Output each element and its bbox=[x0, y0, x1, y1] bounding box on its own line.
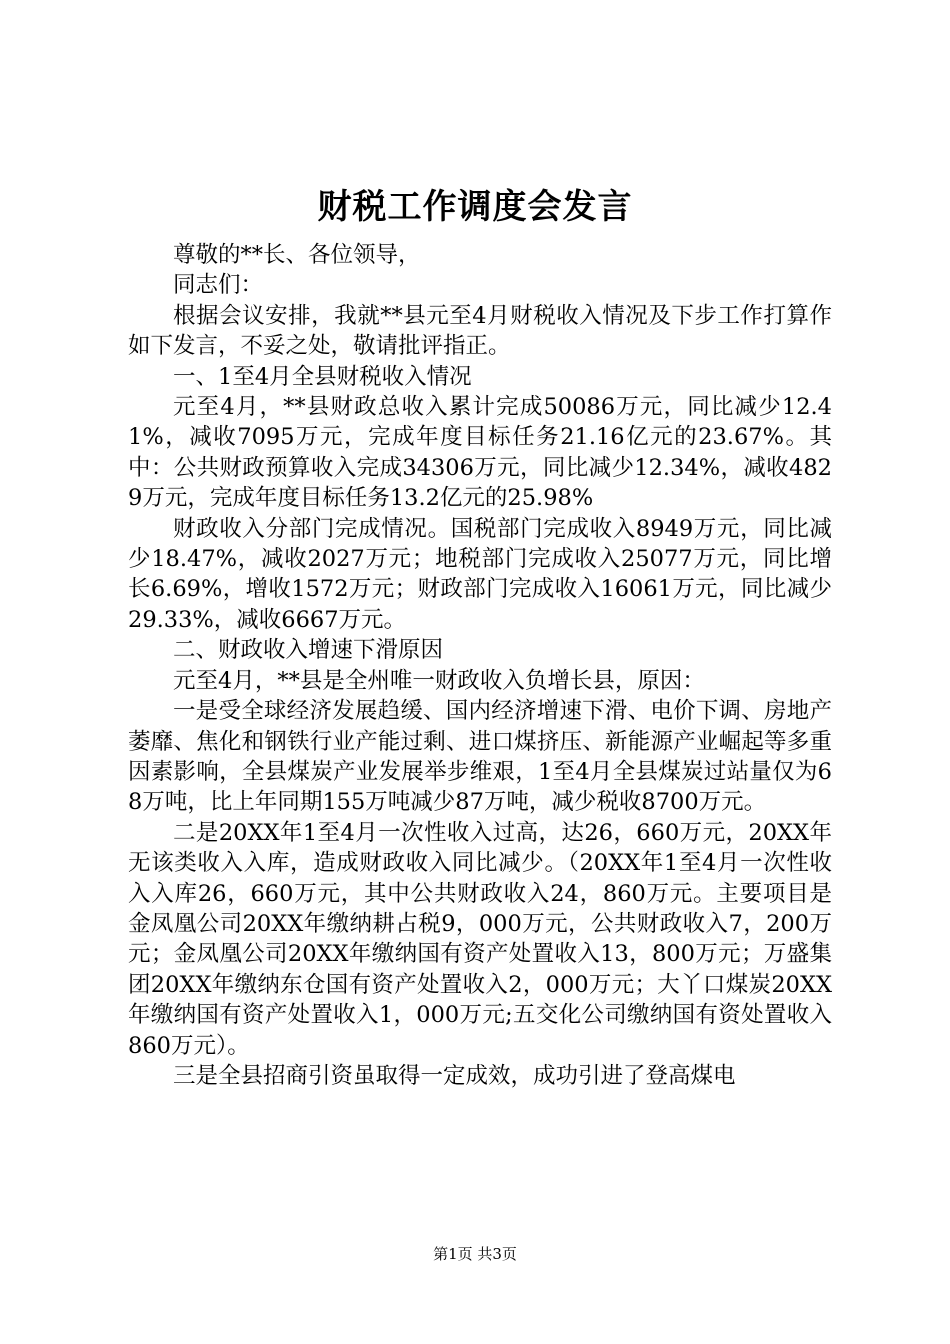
salutation-paragraph: 尊敬的**长、各位领导， bbox=[173, 242, 421, 268]
salutation-paragraph: 同志们： bbox=[173, 272, 264, 299]
intro-paragraph: 根据会议安排，我就**县元至4月财税收入情况及下步工作打算作如下发言，不妥之处，敬请批评指正。 bbox=[128, 302, 832, 360]
document-body bbox=[128, 240, 832, 1091]
body-paragraph: 二是20XX年1至4月一次性收入过高，达26，660万元，20XX年无该类收入入库，造成财政收入同比减少。（20XX年1至4月一次性收入入库26，660万元，其中公共财政收入24，860万元。主要项目是金凤凰公司20XX年缴纳耕占税9，000万元，公共财政收入7，200万元；金凤凰公司20XX年缴纳国有资产处置收入13，800万元；万盛集团20XX年缴纳东仓国有资产处置收入2，000万元；大丫口煤炭20XX年缴纳国有资产处置收入1，000万元;五交化公司缴纳国有资处置收入860万元）。 bbox=[128, 819, 832, 1059]
body-paragraph: 元至4月，**县财政总收入累计完成50086万元，同比减少12.41%，减收7095万元，完成年度目标任务21.16亿元的23.67%。其中：公共财政预算收入完成34306万元，同比减少12.34%，减收4829万元，完成年度目标任务13.2亿元的25.98% bbox=[128, 394, 832, 512]
body-paragraph: 元至4月，**县是全州唯一财政收入负增长县，原因： bbox=[173, 667, 705, 694]
body-paragraph: 三是全县招商引资虽取得一定成效，成功引进了登高煤电 bbox=[173, 1062, 736, 1089]
document-title: 财税工作调度会发言 bbox=[317, 187, 633, 227]
section-heading: 一、1至4月全县财税收入情况 bbox=[173, 363, 472, 390]
body-paragraph: 财政收入分部门完成情况。国税部门完成收入8949万元，同比减少18.47%，减收2027万元；地税部门完成收入25077万元，同比增长6.69%，增收1572万元；财政部门完成收入16061万元，同比减少29.33%，减收6667万元。 bbox=[128, 515, 832, 633]
section-heading: 二、财政收入增速下滑原因 bbox=[173, 637, 444, 664]
page-footer: 第1页 共3页 bbox=[433, 1245, 517, 1263]
body-paragraph: 一是受全球经济发展趋缓、国内经济增速下滑、电价下调、房地产萎靡、焦化和钢铁行业产能过剩、进口煤挤压、新能源产业崛起等多重因素影响，全县煤炭产业发展举步维艰，1至4月全县煤炭过站量仅为68万吨，比上年同期155万吨减少87万吨，减少税收8700万元。 bbox=[128, 698, 832, 816]
